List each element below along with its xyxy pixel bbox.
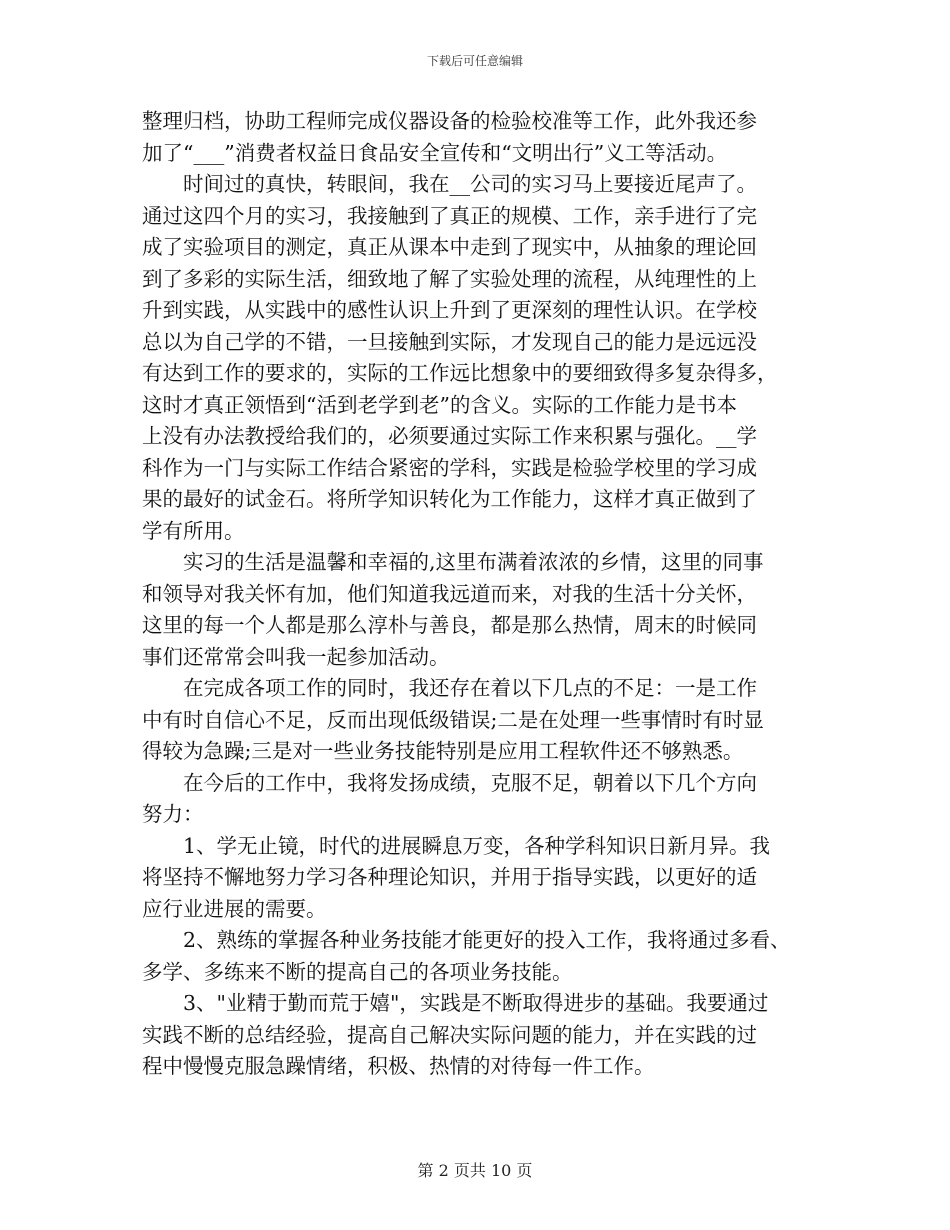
text-line: 成了实验项目的测定，真正从课本中走到了现实中，从抽象的理论回 [142,235,757,259]
text-line: 多学、多练来不断的提高自己的各项业务技能。 [142,959,573,984]
text-line: 通过这四个月的实习，我接触到了真正的规模、工作，亲手进行了完 [142,203,757,228]
text-line: 中有时自信心不足，反而出现低级错误;二是在处理一些事情时有时显 [142,707,764,732]
text-line: 时间过的真快，转眼间，我在__公司的实习马上要接近尾声了。 [142,172,757,196]
text-line: 3、"业精于勤而荒于嬉"，实践是不断取得进步的基础。我要通过 [142,991,769,1015]
text-line: 努力： [142,802,204,826]
text-line: 有达到工作的要求的，实际的工作远比想象中的要细致得多复杂得多， [142,361,778,385]
body-text [142,106,822,1083]
text-line: 将坚持不懈地努力学习各种理论知识，并用于指导实践，以更好的适 [142,865,757,889]
text-line: 和领导对我关怀有加，他们知道我远道而来，对我的生活十分关怀， [142,581,757,606]
text-line: 2、熟练的掌握各种业务技能才能更好的投入工作，我将通过多看、 [142,928,791,952]
text-line: 果的最好的试金石。将所学知识转化为工作能力，这样才真正做到了 [142,487,757,511]
text-line: 得较为急躁;三是对一些业务技能特别是应用工程软件还不够熟悉。 [142,739,744,763]
text-line: 这时才真正领悟到“活到老学到老”的含义。实际的工作能力是书本 [142,392,737,417]
text-line: 加了“___”消费者权益日食品安全宣传和“文明出行”义工等活动。 [142,140,728,165]
text-line: 在完成各项工作的同时，我还存在着以下几点的不足：一是工作 [142,676,757,700]
text-line: 在今后的工作中，我将发扬成绩，克服不足，朝着以下几个方向 [142,770,757,795]
text-line: 实习的生活是温馨和幸福的,这里布满着浓浓的乡情，这里的同事 [142,550,764,574]
text-line: 到了多彩的实际生活，细致地了解了实验处理的流程，从纯理性的上 [142,266,757,291]
text-line: 总以为自己学的不错，一旦接触到实际，才发现自己的能力是远远没 [142,329,757,354]
page-header: 下载后可任意编辑 [426,54,523,68]
text-line: 应行业进展的需要。 [142,896,327,921]
text-line: 上没有办法教授给我们的，必须要通过实际工作来积累与强化。__学 [142,424,757,448]
text-line: 学有所用。 [142,518,245,543]
text-line: 实践不断的总结经验，提高自己解决实际问题的能力，并在实践的过 [142,1022,757,1047]
text-line: 程中慢慢克服急躁情绪，积极、热情的对待每一件工作。 [142,1054,655,1078]
text-line: 1、学无止镜，时代的进展瞬息万变，各种学科知识日新月异。我 [142,833,771,858]
text-line: 升到实践，从实践中的感性认识上升到了更深刻的理性认识。在学校 [142,298,757,322]
text-line: 这里的每一个人都是那么淳朴与善良，都是那么热情，周末的时候同 [142,613,757,637]
text-line: 整理归档，协助工程师完成仪器设备的检验校准等工作，此外我还参 [142,109,757,133]
text-line: 科作为一门与实际工作结合紧密的学科，实践是检验学校里的学习成 [142,455,757,480]
text-line: 事们还常常会叫我一起参加活动。 [142,644,450,669]
page-number: 第 2 页共 10 页 [417,1161,533,1180]
